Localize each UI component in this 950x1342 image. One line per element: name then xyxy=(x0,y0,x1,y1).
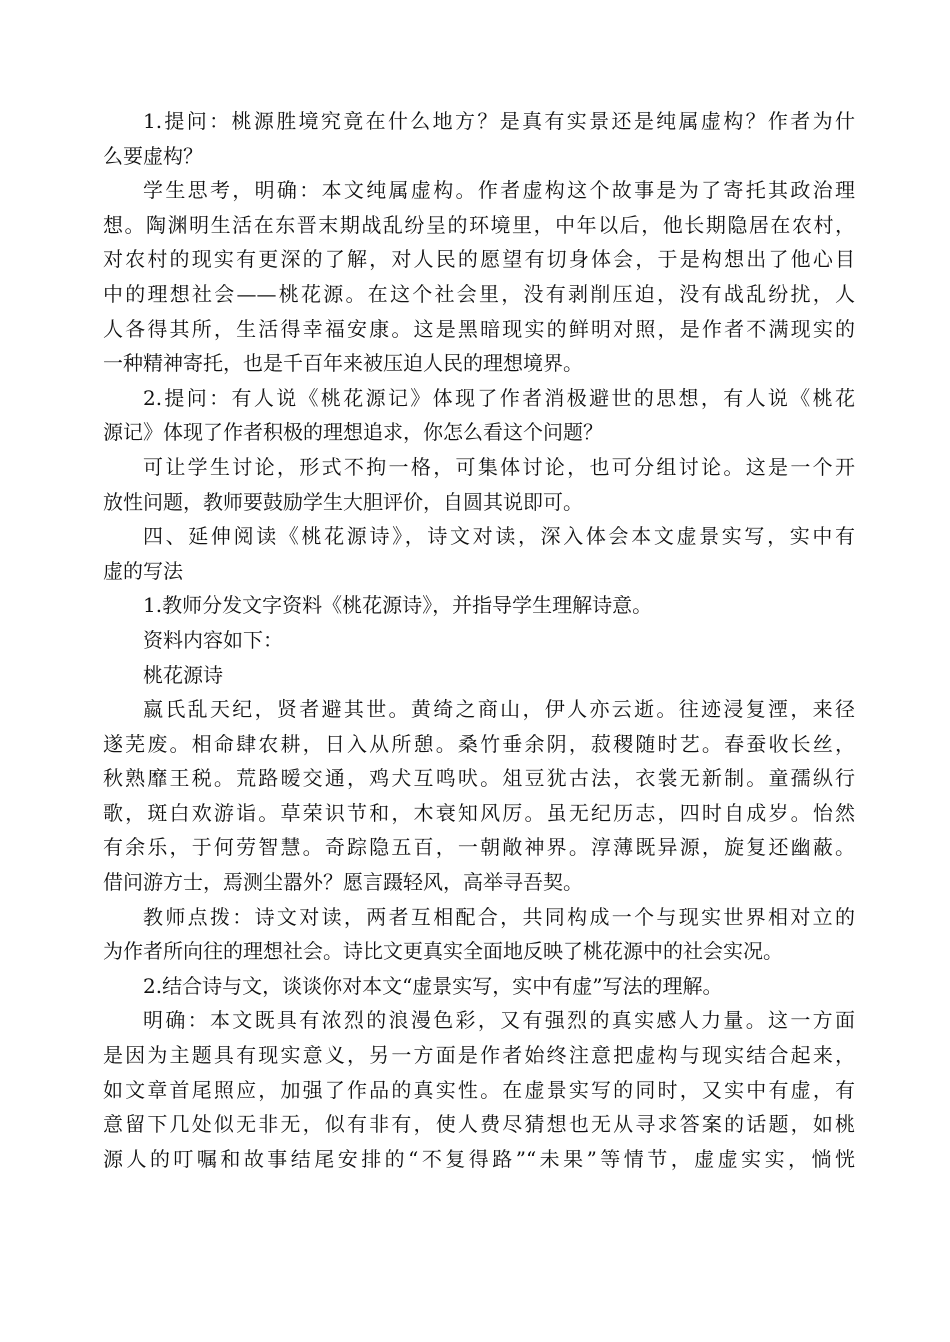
text-line: 资料内容如下： xyxy=(143,627,283,652)
text-line: 虚的写法 xyxy=(103,558,183,583)
document-body xyxy=(103,104,855,1176)
text-line: 歌，斑白欢游诣。草荣识节和，木衰知风厉。虽无纪历志，四时自成岁。怡然 xyxy=(103,800,855,825)
poem-title xyxy=(103,658,855,693)
section-4-heading xyxy=(103,519,855,588)
step-2-paragraph xyxy=(103,969,855,1004)
text-line: 明确：本文既具有浓烈的浪漫色彩，又有强烈的真实感人力量。这一方面 xyxy=(143,1008,855,1033)
text-line: 一种精神寄托，也是千百年来被压迫人民的理想境界。 xyxy=(103,351,583,376)
text-line: 1.教师分发文字资料《桃花源诗》，并指导学生理解诗意。 xyxy=(143,593,653,618)
text-line: 1.提问：桃源胜境究竟在什么地方？是真有实景还是纯属虚构？作者为什 xyxy=(143,109,855,133)
text-line: 放性问题，教师要鼓励学生大胆评价，自圆其说即可。 xyxy=(103,489,583,514)
text-line: 中的理想社会——桃花源。在这个社会里，没有剥削压迫，没有战乱纷扰，人 xyxy=(103,281,855,306)
text-line: 源记》体现了作者积极的理想追求，你怎么看这个问题？ xyxy=(103,420,603,445)
text-line: 源人的叮嘱和故事结尾安排的“不复得路”“未果”等情节，虚虚实实，惝恍 xyxy=(103,1146,855,1171)
text-line: 可让学生讨论，形式不拘一格，可集体讨论，也可分组讨论。这是一个开 xyxy=(143,454,855,479)
text-line: 2.提问：有人说《桃花源记》体现了作者消极避世的思想，有人说《桃花 xyxy=(143,385,855,410)
step-1-paragraph xyxy=(103,588,855,623)
text-line: 秋熟靡王税。荒路暧交通，鸡犬互鸣吠。俎豆犹古法，衣裳无新制。童孺纵行 xyxy=(103,766,855,791)
text-line: 是因为主题具有现实意义，另一方面是作者始终注意把虚构与现实结合起来， xyxy=(103,1043,855,1068)
text-line: 为作者所向往的理想社会。诗比文更真实全面地反映了桃花源中的社会实况。 xyxy=(103,939,783,964)
text-line: 借问游方士，焉测尘嚣外？愿言蹑轻风，高举寻吾契。 xyxy=(103,870,583,895)
question-1-paragraph xyxy=(103,104,855,173)
text-line: 2.结合诗与文，谈谈你对本文“虚景实写，实中有虚”写法的理解。 xyxy=(143,973,723,998)
text-line: 人各得其所，生活得幸福安康。这是黑暗现实的鲜明对照，是作者不满现实的 xyxy=(103,316,855,341)
text-line: 教师点拨：诗文对读，两者互相配合，共同构成一个与现实世界相对立的 xyxy=(143,904,855,929)
text-line: 么要虚构？ xyxy=(103,143,203,168)
text-line: 桃花源诗 xyxy=(143,662,223,687)
question-2-paragraph xyxy=(103,381,855,450)
text-line: 四、延伸阅读《桃花源诗》，诗文对读，深入体会本文虚景实写，实中有 xyxy=(143,524,855,549)
answer-3-paragraph xyxy=(103,1003,855,1176)
text-line: 嬴氏乱天纪，贤者避其世。黄绮之商山，伊人亦云逝。往迹浸复湮，来径 xyxy=(143,697,855,722)
answer-2-paragraph xyxy=(103,450,855,519)
material-intro xyxy=(103,623,855,658)
teacher-note-paragraph xyxy=(103,900,855,969)
text-line: 如文章首尾照应，加强了作品的真实性。在虚景实写的同时，又实中有虚，有 xyxy=(103,1077,855,1102)
text-line: 意留下几处似无非无，似有非有，使人费尽猜想也无从寻求答案的话题，如桃 xyxy=(103,1112,855,1137)
text-line: 学生思考，明确：本文纯属虚构。作者虚构这个故事是为了寄托其政治理 xyxy=(143,178,855,203)
answer-1-paragraph xyxy=(103,173,855,381)
text-line: 遂芜废。相命肆农耕，日入从所憩。桑竹垂余阴，菽稷随时艺。春蚕收长丝， xyxy=(103,731,855,756)
poem-text xyxy=(103,692,855,900)
text-line: 有余乐，于何劳智慧。奇踪隐五百，一朝敞神界。淳薄既异源，旋复还幽蔽。 xyxy=(103,835,855,860)
text-line: 想。陶渊明生活在东晋末期战乱纷呈的环境里，中年以后，他长期隐居在农村， xyxy=(103,212,855,237)
text-line: 对农村的现实有更深的了解，对人民的愿望有切身体会，于是构想出了他心目 xyxy=(103,247,855,272)
